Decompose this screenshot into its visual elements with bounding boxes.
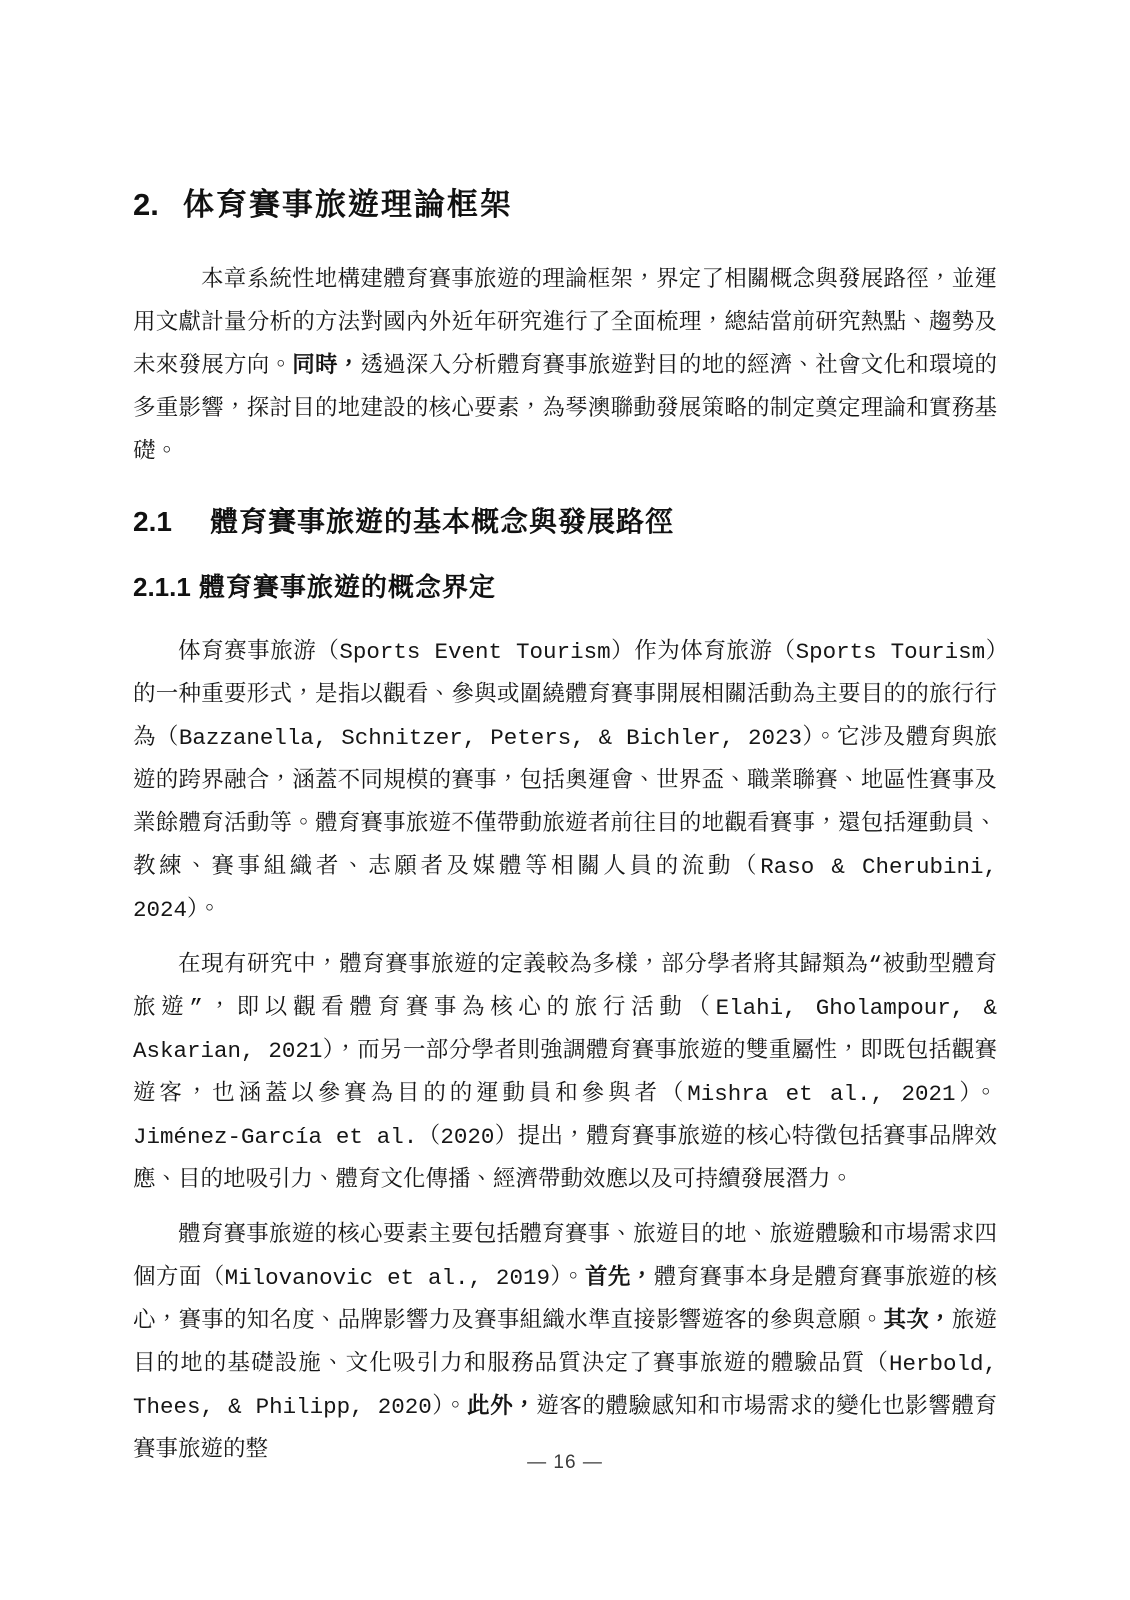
chapter-title: 体育賽事旅遊理論框架: [182, 187, 513, 222]
chapter-heading: [133, 186, 997, 225]
text-run: 遊客的體驗感知和市場需求的變化也影響體育賽事旅遊的整: [133, 1394, 997, 1464]
subsection-title: 體育賽事旅遊的概念界定: [198, 571, 496, 602]
chapter-number: 2.: [133, 187, 159, 222]
bold-text-run: 同時，: [292, 352, 361, 379]
text-run: 透過深入分析體育賽事旅遊對目的地的經濟、社會文化和環境的多重影響，探討目的地建設的核心要素，為琴澳聯動發展策略的制定奠定理論和實務基礎。: [133, 352, 997, 465]
subsection-number: 2.1.1: [133, 571, 191, 602]
text-run: 本章系統性地構建體育賽事旅遊的理論框架，界定了相關概念與發展路徑，並運用文獻計量分析的方法對國內外近年研究進行了全面梳理，總結當前研究熱點、趨勢及未來發展方向。: [133, 266, 997, 379]
text-run: 體育賽事旅遊的核心要素主要包括體育賽事、旅遊目的地、旅遊體驗和市場需求四個方面（Milovanovic et al., 2019）。: [133, 1222, 997, 1292]
paragraph-concept-definition: [133, 631, 997, 932]
section-title: 體育賽事旅遊的基本概念與發展路徑: [209, 505, 674, 537]
bold-text-run: 其次，: [883, 1308, 952, 1335]
paragraph-core-elements: [133, 1214, 997, 1472]
bold-text-run: 此外，: [467, 1394, 537, 1421]
section-number: 2.1: [133, 505, 172, 537]
bold-text-run: 首先，: [584, 1265, 654, 1292]
text-run: 体育赛事旅游（Sports Event Tourism）作为体育旅游（Sports Tourism）的一种重要形式，是指以觀看、參與或圍繞體育賽事開展相關活動為主要目的的旅行行為（Bazzanella, Schnitzer, Peters, & Bichler, 2023）。它涉及體育與旅遊的跨界融合，涵蓋不同規模的賽事，包括奧運會、世界盃、職業聯賽、地區性賽事及業餘體育活動等。體育賽事旅遊不僅帶動旅遊者前往目的地觀看賽事，還包括運動員、教練、賽事組織者、志願者及媒體等相關人員的流動（Raso & Cherubini, 2024）。: [133, 639, 997, 924]
paragraph-chapter-intro: [133, 259, 997, 474]
text-run: 在現有研究中，體育賽事旅遊的定義較為多樣，部分學者將其歸類為“被動型體育旅遊”，即以觀看體育賽事為核心的旅行活動（Elahi, Gholampour, & Askarian, 2021），而另一部分學者則強調體育賽事旅遊的雙重屬性，即既包括觀賽遊客，也涵蓋以參賽為目的的運動員和參與者（Mishra et al., 2021）。Jiménez-García et al.（2020）提出，體育賽事旅遊的核心特徵包括賽事品牌效應、目的地吸引力、體育文化傳播、經濟帶動效應以及可持續發展潛力。: [133, 952, 997, 1194]
page-number: — 16 —: [527, 1452, 603, 1473]
text-run: 旅遊目的地的基礎設施、文化吸引力和服務品質決定了賽事旅遊的體驗品質（Herbold, Thees, & Philipp, 2020）。: [133, 1308, 997, 1421]
subsection-heading: [133, 571, 997, 604]
section-heading: [133, 504, 997, 539]
text-run: 體育賽事本身是體育賽事旅遊的核心，賽事的知名度、品牌影響力及賽事組織水準直接影響遊客的參與意願。: [133, 1265, 997, 1335]
paragraph-research-definitions: [133, 944, 997, 1202]
